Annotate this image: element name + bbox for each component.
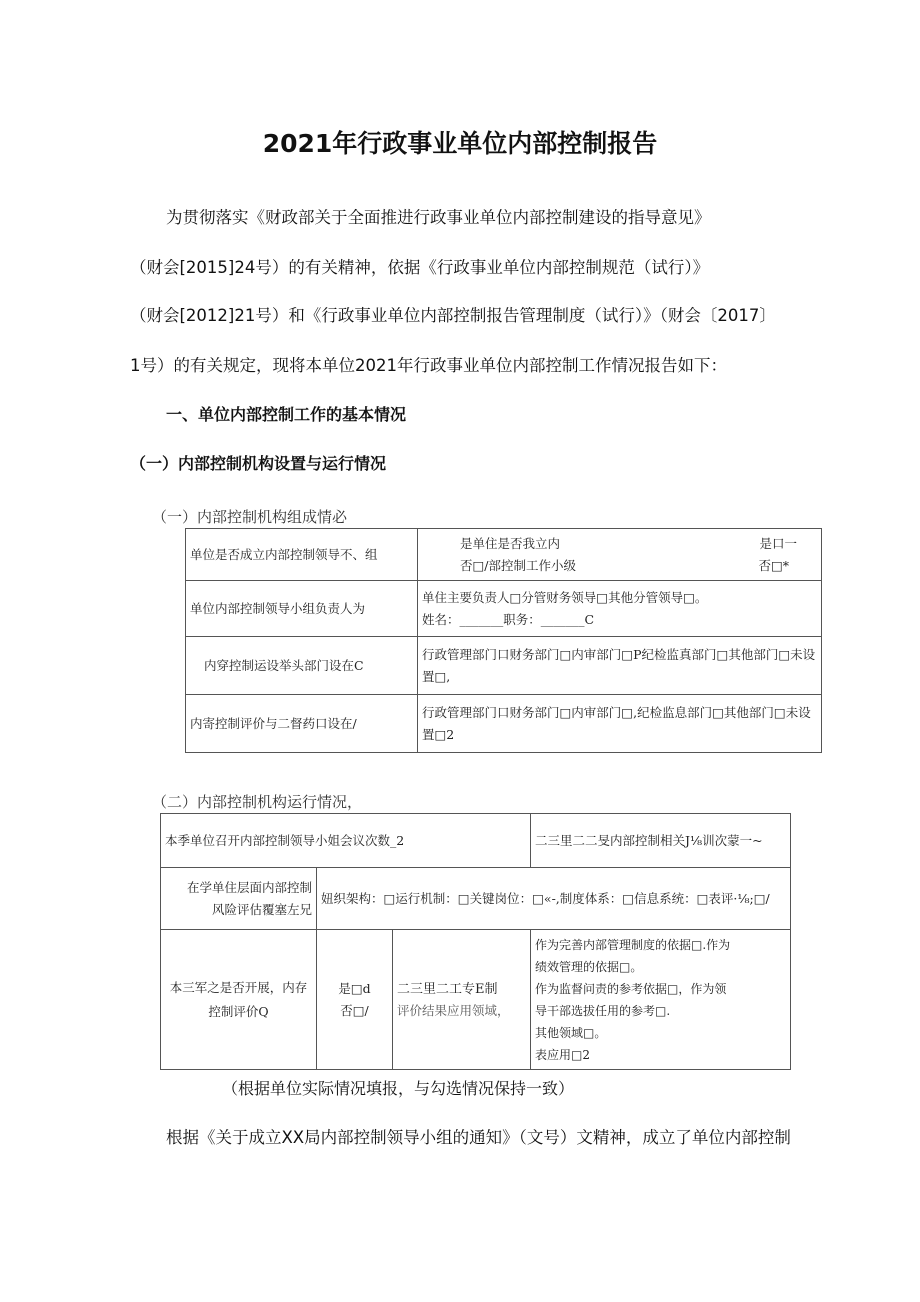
table-row (186, 529, 822, 581)
meeting-count[interactable]: 本季单位召开内部控制领导小姐会议次数_2 (165, 832, 405, 848)
result-use-option[interactable]: 绩效管理的依据□。 (535, 959, 643, 974)
table-row (186, 695, 822, 753)
result-use-option[interactable]: 导干部选拔任用的参考□. (535, 1003, 671, 1018)
table-cell (161, 814, 531, 868)
evaluation-subheading: 评价结果应用领域， (397, 1002, 510, 1018)
intro-line-1: 为贯彻落实《财政部关于全面推进行政事业单位内部控制建设的指导意见》 (166, 208, 711, 227)
table-cell (418, 581, 822, 637)
sub-question-text: 是单住是否我立内 (460, 535, 561, 551)
result-use-option[interactable]: 作为完善内部管理制度的依据□.作为 (535, 937, 731, 952)
table-row (161, 814, 791, 868)
no-option[interactable]: 否□* (758, 557, 789, 573)
yes-option[interactable]: 是□d (338, 980, 371, 996)
row-label: 本三军之是否开展，内存控制评价Q (169, 979, 308, 1019)
table-cell (531, 930, 791, 1070)
table-cell (186, 529, 418, 581)
intro-line-2: （财会[2015]24号）的有关精神，依据《行政事业单位内部控制规范（试行）》 (130, 258, 710, 277)
section-heading-1-1: （一）内部控制机构设置与运行情况 (130, 454, 387, 473)
row-label: 内寄控制评价与二督药口设在/ (190, 715, 357, 731)
table-cell (186, 637, 418, 695)
table-row (161, 868, 791, 930)
evaluation-heading: 二三里二工专E制 (397, 981, 498, 997)
row-label: 单位是否成立内部控制领导不、组 (190, 546, 378, 562)
section-heading-1: 一、单位内部控制工作的基本情况 (166, 405, 407, 424)
intro-line-4: 1号）的有关规定，现将本单位2021年行政事业单位内部控制工作情况报告如下： (130, 356, 727, 375)
table-cell (186, 695, 418, 753)
table-row (186, 637, 822, 695)
operation-table (160, 813, 791, 1070)
table-row (161, 930, 791, 1070)
result-use-option[interactable]: 表应用□2 (535, 1047, 590, 1062)
yes-option[interactable]: 是口一 (759, 535, 797, 551)
page-title: 2021年行政事业单位内部控制报告 (262, 129, 658, 158)
table2-caption: （二）内部控制机构运行情况， (152, 793, 363, 811)
row-label: 单位内部控制领导小组负责人为 (190, 600, 366, 616)
closing-paragraph: 根据《关于成立XX局内部控制领导小组的通知》（文号）文精神，成立了单位内部控制 (166, 1128, 791, 1147)
table1-caption: （一）内部控制机构组成情必 (152, 508, 348, 526)
intro-line-3: （财会[2012]21号）和《行政事业单位内部控制报告管理制度（试行）》（财会〔2017〕 (130, 306, 776, 325)
table-cell (531, 814, 791, 868)
table-cell (393, 930, 531, 1070)
no-option[interactable]: 否□/ (340, 1002, 369, 1018)
table-cell (186, 581, 418, 637)
org-structure-table (185, 528, 822, 753)
table-cell (317, 868, 791, 930)
table-cell (161, 930, 317, 1070)
fill-note: （根据单位实际情况填报，与勾选情况保持一致） (222, 1079, 575, 1098)
department-options[interactable]: 行政管理部门口财务部门□内审部门□P纪检监真部门□其他部门□未设置□, (422, 646, 816, 684)
table-row (186, 581, 822, 637)
result-use-option[interactable]: 作为监督问责的参考依据□，作为领 (535, 981, 727, 996)
table-cell (418, 695, 822, 753)
table-cell (418, 529, 822, 581)
row-label: 在学单住层面内部控制 (186, 879, 312, 895)
name-title-field[interactable]: 姓名：_______职务：_______C (422, 611, 595, 627)
table-cell (317, 930, 393, 1070)
training-count[interactable]: 二三里二二旻内部控制相关J⅛训次蒙一~ (535, 832, 763, 848)
row-label-2: 风险评估覆塞左兄 (211, 901, 312, 917)
department-options[interactable]: 行政管理部门口财务部门□内审部门□,纪检监息部门□其他部门□未设置□2 (422, 704, 811, 742)
sub-question-text-2: 否□/部控制工作小级 (460, 557, 577, 573)
table-cell (161, 868, 317, 930)
result-use-option[interactable]: 其他领域□。 (535, 1025, 607, 1040)
table-cell (418, 637, 822, 695)
row-label: 内穿控制运设举头部门设在C (204, 657, 364, 673)
leader-options[interactable]: 单住主要负责人□分管财务领导□其他分管领导□。 (422, 589, 708, 605)
risk-assessment-options[interactable]: 妞织架构：□运行机制：□关键岗位：□«-,制度体系：□信息系统：□表评·⅛;□/ (321, 890, 770, 906)
